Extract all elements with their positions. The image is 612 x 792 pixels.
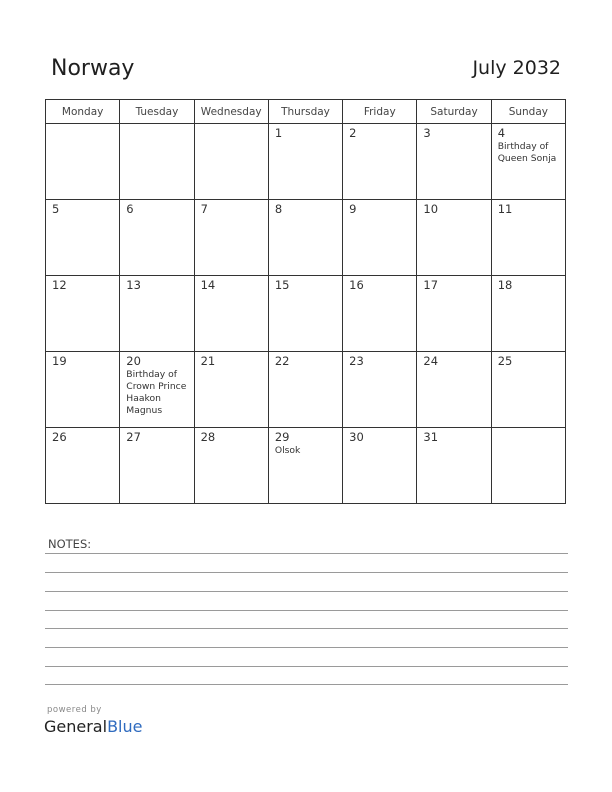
day-number: 31 — [423, 430, 439, 444]
day-cell[interactable] — [46, 428, 120, 504]
country-title: Norway — [51, 56, 135, 81]
day-number: 19 — [52, 354, 67, 368]
day-cell[interactable] — [268, 352, 342, 428]
note-line — [45, 628, 568, 629]
brand-logo[interactable] — [44, 717, 142, 736]
calendar-grid — [45, 99, 566, 504]
note-line — [45, 684, 568, 685]
day-cell[interactable] — [120, 200, 194, 276]
day-cell[interactable] — [417, 124, 491, 200]
day-cell[interactable] — [46, 200, 120, 276]
brand-part-blue: Blue — [107, 717, 143, 736]
day-cell[interactable] — [343, 428, 417, 504]
day-cell[interactable] — [194, 124, 268, 200]
day-cell[interactable] — [194, 352, 268, 428]
holiday-event: Birthday of Crown Prince Haakon Magnus — [126, 369, 187, 416]
day-number: 14 — [200, 278, 216, 292]
day-cell[interactable] — [491, 200, 565, 276]
weekday-header: Monday — [46, 100, 120, 124]
day-number: 12 — [52, 278, 67, 292]
day-cell[interactable] — [343, 352, 417, 428]
day-number: 13 — [126, 278, 141, 292]
day-cell[interactable] — [268, 200, 342, 276]
day-number: 27 — [126, 430, 141, 444]
weekday-header: Wednesday — [194, 100, 268, 124]
weekday-header: Tuesday — [120, 100, 194, 124]
holiday-event: Olsok — [274, 445, 301, 456]
day-cell[interactable] — [194, 276, 268, 352]
weekday-header: Thursday — [268, 100, 342, 124]
day-cell[interactable] — [417, 200, 491, 276]
day-number: 26 — [52, 430, 67, 444]
day-number: 18 — [497, 278, 513, 292]
day-number: 29 — [274, 430, 290, 444]
day-cell[interactable] — [491, 124, 565, 200]
week-row — [46, 276, 566, 352]
day-number: 8 — [274, 202, 283, 216]
day-number: 1 — [274, 126, 283, 140]
weekday-header: Sunday — [491, 100, 565, 124]
day-number: 6 — [126, 202, 134, 216]
day-cell[interactable] — [46, 352, 120, 428]
day-cell[interactable] — [268, 276, 342, 352]
day-number: 3 — [423, 126, 431, 140]
day-cell[interactable] — [417, 352, 491, 428]
weekday-header: Friday — [343, 100, 417, 124]
day-cell[interactable] — [46, 276, 120, 352]
day-cell[interactable] — [491, 276, 565, 352]
note-line — [45, 610, 568, 611]
day-cell[interactable] — [120, 124, 194, 200]
day-cell[interactable] — [120, 276, 194, 352]
week-row — [46, 200, 566, 276]
day-number: 17 — [423, 278, 439, 292]
brand-part-general: General — [44, 717, 108, 736]
day-number: 11 — [497, 202, 513, 216]
weekday-header-row — [46, 100, 566, 124]
day-number: 2 — [349, 126, 357, 140]
day-number: 4 — [497, 126, 506, 140]
week-row — [46, 352, 566, 428]
day-number: 21 — [200, 354, 216, 368]
day-number: 28 — [200, 430, 216, 444]
day-number: 16 — [349, 278, 364, 292]
day-cell[interactable] — [343, 200, 417, 276]
day-number: 10 — [423, 202, 439, 216]
day-cell[interactable] — [491, 352, 565, 428]
day-number: 15 — [274, 278, 290, 292]
day-number: 5 — [52, 202, 60, 216]
powered-by-text: powered by — [47, 705, 102, 715]
day-number: 7 — [200, 202, 208, 216]
day-cell[interactable] — [46, 124, 120, 200]
holiday-event: Birthday of Queen Sonja — [497, 141, 557, 164]
day-number: 25 — [497, 354, 513, 368]
weekday-header: Saturday — [417, 100, 491, 124]
day-cell[interactable] — [343, 276, 417, 352]
day-cell[interactable] — [343, 124, 417, 200]
day-number: 30 — [349, 430, 364, 444]
day-cell[interactable] — [120, 352, 194, 428]
day-number: 9 — [349, 202, 357, 216]
day-cell[interactable] — [120, 428, 194, 504]
day-cell[interactable] — [268, 124, 342, 200]
day-number: 23 — [349, 354, 364, 368]
day-cell[interactable] — [417, 428, 491, 504]
month-year-title: July 2032 — [472, 57, 561, 79]
day-cell[interactable] — [268, 428, 342, 504]
day-cell[interactable] — [491, 428, 565, 504]
notes-label: NOTES: — [48, 537, 92, 551]
day-number: 20 — [126, 354, 141, 368]
day-number: 24 — [423, 354, 439, 368]
note-line — [45, 553, 568, 554]
week-row — [46, 428, 566, 504]
note-line — [45, 572, 568, 573]
note-line — [45, 647, 568, 648]
day-cell[interactable] — [417, 276, 491, 352]
week-row — [46, 124, 566, 200]
note-line — [45, 591, 568, 592]
day-number: 22 — [274, 354, 290, 368]
note-line — [45, 666, 568, 667]
day-cell[interactable] — [194, 428, 268, 504]
day-cell[interactable] — [194, 200, 268, 276]
